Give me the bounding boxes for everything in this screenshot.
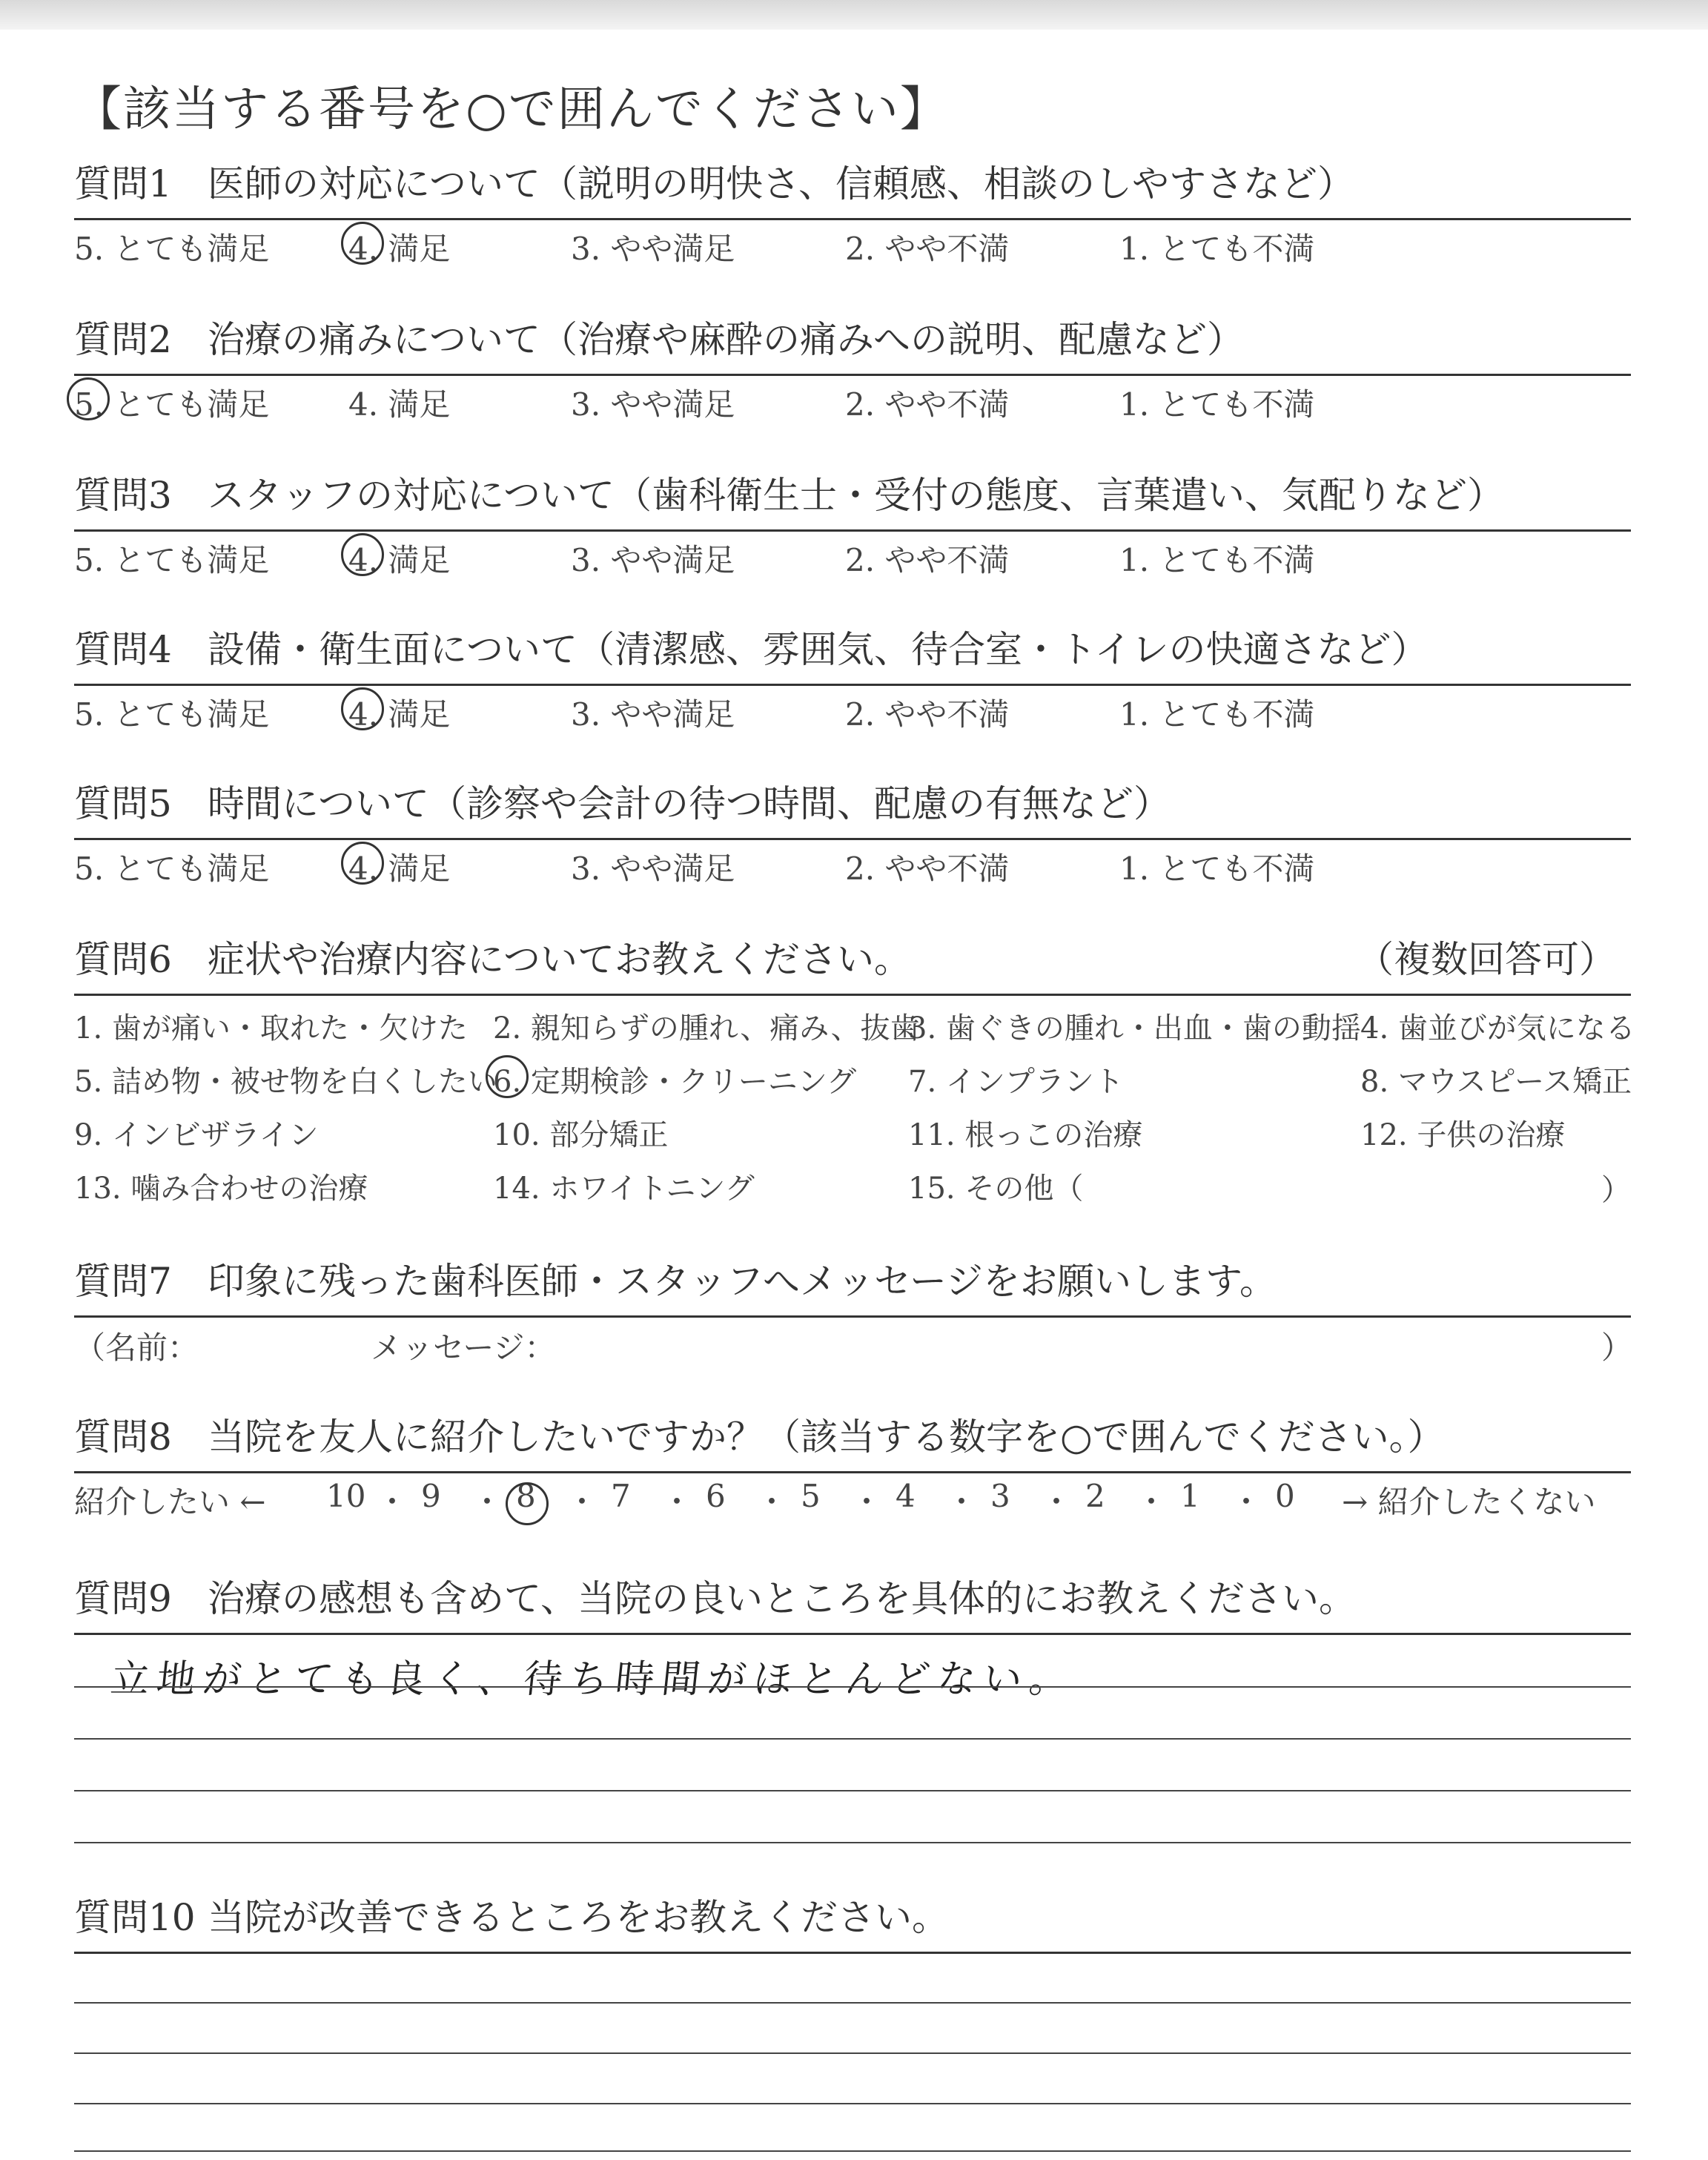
question-9: [74, 1571, 1631, 1635]
question-text: 当院が改善できるところをお教えください。: [208, 1896, 949, 1939]
rating-option[interactable]: 5. とても満足: [74, 231, 270, 267]
scale-separator: ・: [946, 1484, 978, 1520]
rating-option[interactable]: 2. やや不満: [845, 231, 1010, 267]
rating-options[interactable]: [74, 840, 1631, 889]
question-4: [74, 621, 1631, 735]
question-text: 治療の感想も含めて、当院の良いところを具体的にお教えください。: [208, 1577, 1356, 1620]
question-label: 質問5: [74, 782, 172, 825]
rating-option[interactable]: 3. やや満足: [571, 696, 735, 733]
scale-value[interactable]: 5: [801, 1478, 821, 1514]
question-label: 質問7: [74, 1260, 172, 1303]
symptom-option[interactable]: 8. マウスピース矯正: [1360, 1065, 1632, 1099]
rating-options[interactable]: [74, 220, 1631, 269]
rating-option[interactable]: 2. やや不満: [845, 386, 1010, 423]
answer-line: [74, 2103, 1631, 2104]
rating-options[interactable]: [74, 686, 1631, 735]
question-label: 質問10: [74, 1896, 196, 1939]
answer-line: [74, 2052, 1631, 2054]
scale-left-label: 紹介したい ←: [74, 1484, 266, 1520]
rating-option[interactable]: 3. やや満足: [571, 231, 735, 267]
question-text: 時間について（診察や会計の待つ時間、配慮の有無など）: [208, 782, 1171, 825]
scale-value[interactable]: 9: [421, 1478, 441, 1514]
close-paren: ）: [1601, 1173, 1631, 1207]
scale-separator: ・: [1041, 1484, 1073, 1520]
scale-separator: ・: [471, 1484, 503, 1520]
rating-option[interactable]: 3. やや満足: [571, 542, 735, 578]
symptom-option[interactable]: 6. 定期検診・クリーニング: [493, 1058, 856, 1100]
selection-circle: [67, 377, 110, 420]
rating-option[interactable]: 1. とても不満: [1119, 542, 1315, 578]
symptom-option[interactable]: 12. 子供の治療: [1360, 1118, 1566, 1152]
rating-option[interactable]: 1. とても不満: [1119, 231, 1315, 267]
rating-options[interactable]: [74, 376, 1631, 425]
answer-line: [74, 1686, 1631, 1688]
question-text: スタッフの対応について（歯科衛生士・受付の態度、言葉遣い、気配りなど）: [208, 474, 1504, 517]
scale-value[interactable]: 2: [1085, 1478, 1105, 1514]
rating-option[interactable]: 2. やや不満: [845, 542, 1010, 578]
symptom-option[interactable]: 10. 部分矯正: [493, 1118, 669, 1152]
rating-option[interactable]: 4. 満足: [348, 386, 451, 423]
rating-option[interactable]: 3. やや満足: [571, 851, 735, 887]
question-text: 医師の対応について（説明の明快さ、信頼感、相談のしやすさなど）: [208, 162, 1354, 205]
symptom-option[interactable]: 15. その他（: [908, 1172, 1084, 1206]
referral-scale[interactable]: [74, 1473, 1631, 1525]
rating-options[interactable]: [74, 532, 1631, 581]
symptom-option[interactable]: 3. 歯ぐきの腫れ・出血・歯の動揺: [908, 1011, 1361, 1046]
selection-circle: [341, 842, 384, 885]
question-6: [74, 931, 1635, 1211]
symptom-option[interactable]: 5. 詰め物・被せ物を白くしたい: [74, 1065, 497, 1099]
close-paren: ）: [1601, 1330, 1633, 1366]
multiple-answer-note: （複数回答可）: [1357, 938, 1616, 981]
symptom-option[interactable]: 7. インプラント: [908, 1065, 1124, 1099]
question-text: 治療の痛みについて（治療や麻酔の痛みへの説明、配慮など）: [208, 318, 1244, 361]
selection-circle: [341, 533, 384, 576]
question-label: 質問6: [74, 938, 172, 981]
scale-value[interactable]: 8: [516, 1478, 536, 1514]
symptom-option[interactable]: 9. インビザライン: [74, 1118, 319, 1152]
rating-option[interactable]: 1. とても不満: [1119, 851, 1315, 887]
symptom-options[interactable]: [74, 996, 1635, 1211]
question-7: [74, 1253, 1631, 1367]
question-label: 質問9: [74, 1577, 172, 1620]
answer-line: [74, 2002, 1631, 2004]
question-label: 質問2: [74, 318, 172, 361]
question-text: 印象に残った歯科医師・スタッフへメッセージをお願いします。: [208, 1260, 1277, 1303]
question-1: [74, 156, 1631, 269]
scale-value[interactable]: 1: [1180, 1478, 1200, 1514]
rating-option[interactable]: 5. とても満足: [74, 542, 270, 578]
rating-option[interactable]: 1. とても不満: [1119, 386, 1315, 423]
question-8: [74, 1409, 1631, 1525]
question-text: 症状や治療内容についてお教えください。: [208, 938, 911, 981]
rating-option[interactable]: 4. 満足: [348, 845, 450, 889]
scale-separator: ・: [1136, 1484, 1168, 1520]
selection-circle: [341, 222, 384, 265]
question-5: [74, 776, 1631, 889]
rating-option[interactable]: 5. とても満足: [74, 851, 270, 887]
rating-option[interactable]: 2. やや不満: [845, 696, 1010, 733]
question-label: 質問3: [74, 474, 172, 517]
symptom-option[interactable]: 13. 噛み合わせの治療: [74, 1172, 368, 1206]
answer-line: [74, 1790, 1631, 1791]
symptom-option[interactable]: 11. 根っこの治療: [908, 1118, 1143, 1152]
selection-circle: [506, 1482, 549, 1525]
answer-line: [74, 1842, 1631, 1843]
symptom-option[interactable]: 14. ホワイトニング: [493, 1172, 755, 1206]
scale-separator: ・: [661, 1484, 693, 1520]
question-10: [74, 1889, 1631, 1954]
scale-value[interactable]: 4: [896, 1478, 916, 1514]
message-field-label[interactable]: メッセージ：: [371, 1330, 556, 1366]
page-title: 【該当する番号を○で囲んでください】: [74, 82, 949, 137]
scale-value[interactable]: 7: [611, 1478, 631, 1514]
scale-value[interactable]: 10: [326, 1478, 366, 1514]
question-label: 質問1: [74, 162, 172, 205]
answer-line: [74, 2150, 1631, 2152]
rating-option[interactable]: 5. とても満足: [74, 380, 269, 425]
symptom-option[interactable]: 1. 歯が痛い・取れた・欠けた: [74, 1011, 468, 1046]
scale-separator: ・: [377, 1484, 408, 1520]
rating-option[interactable]: 4. 満足: [348, 536, 450, 581]
scale-separator: ・: [566, 1484, 598, 1520]
question-2: [74, 311, 1631, 425]
handwritten-answer: 立地がとても良く、待ち時間がほとんどない。: [108, 1657, 1078, 1702]
rating-option[interactable]: 1. とても不満: [1119, 696, 1315, 733]
selection-circle: [486, 1055, 529, 1098]
rating-option[interactable]: 3. やや満足: [571, 386, 735, 423]
rating-option[interactable]: 5. とても満足: [74, 696, 270, 733]
question-label: 質問8: [74, 1416, 172, 1459]
rating-option[interactable]: 4. 満足: [348, 690, 450, 735]
question-3: [74, 467, 1631, 581]
scale-value[interactable]: 0: [1275, 1478, 1295, 1514]
rating-option[interactable]: 2. やや不満: [845, 851, 1010, 887]
symptom-option[interactable]: 4. 歯並びが気になる: [1360, 1011, 1635, 1046]
rating-option[interactable]: 4. 満足: [348, 225, 450, 269]
scan-top-edge: [0, 0, 1708, 30]
question-text: 設備・衛生面について（清潔感、雰囲気、待合室・トイレの快適さなど）: [208, 628, 1429, 671]
question-text: 当院を友人に紹介したいですか？（該当する数字を○で囲んでください。）: [208, 1416, 1445, 1459]
question-label: 質問4: [74, 628, 172, 671]
answer-line: [74, 1738, 1631, 1740]
symptom-option[interactable]: 2. 親知らずの腫れ、痛み、抜歯: [493, 1011, 920, 1046]
scale-separator: ・: [851, 1484, 883, 1520]
scale-value[interactable]: 6: [706, 1478, 726, 1514]
selection-circle: [341, 687, 384, 730]
scale-right-label: → 紹介したくない: [1342, 1484, 1596, 1520]
scale-separator: ・: [1231, 1484, 1262, 1520]
name-field-label[interactable]: （名前：: [74, 1330, 199, 1366]
scale-value[interactable]: 3: [990, 1478, 1010, 1514]
scale-separator: ・: [756, 1484, 788, 1520]
